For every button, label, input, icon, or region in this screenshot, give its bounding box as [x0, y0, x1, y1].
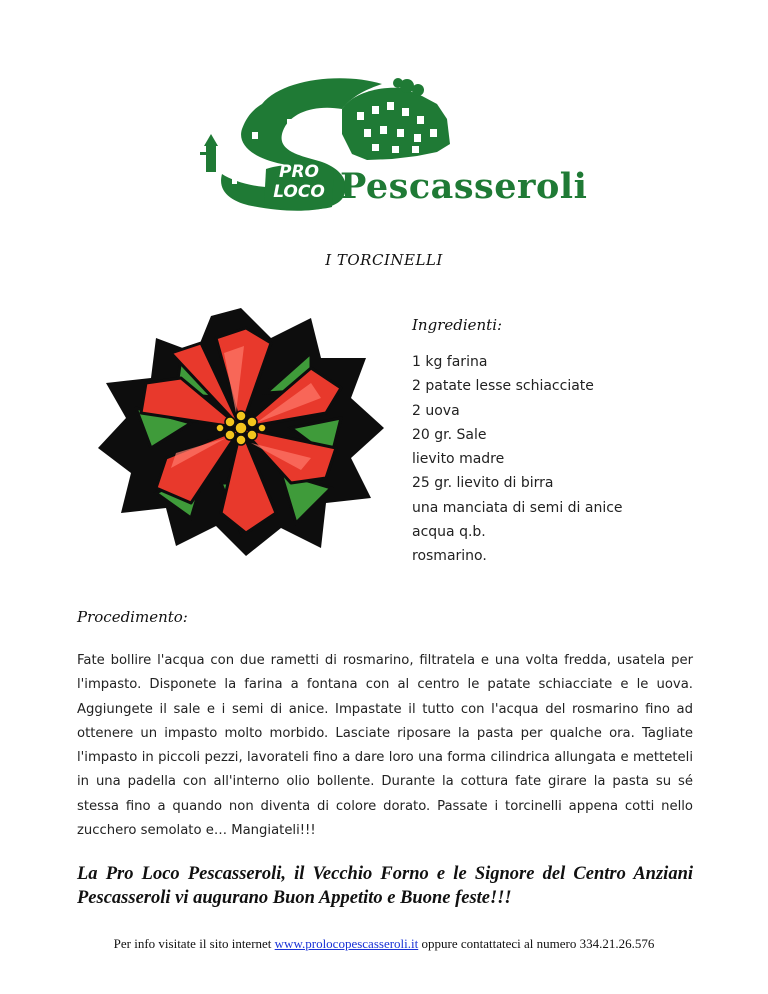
closing-message: La Pro Loco Pescasseroli, il Vecchio Forno e le Signore del Centro Anziani Pescasseroli vi augurano Buon Appetito e Buone feste!!! [77, 864, 693, 908]
list-item: 2 uova [412, 402, 460, 419]
list-item: 25 gr. lievito di birra [412, 475, 554, 492]
list-item: una manciata di semi di anice [412, 499, 623, 516]
footer-text-after: oppure contattateci al numero 334.21.26.576 [418, 936, 655, 951]
badge-bottom-text: LOCO [273, 182, 325, 202]
ingredients-heading: Ingredienti: [412, 316, 503, 334]
ingredients-list [412, 350, 623, 569]
footer [0, 936, 768, 952]
poinsettia-icon [96, 298, 386, 558]
recipe-title: I TORCINELLI [325, 251, 443, 269]
pro-loco-badge-text [262, 162, 336, 202]
logo-wordmark: Pescasseroli [340, 166, 588, 207]
footer-text-before: Per info visitate il sito internet [113, 936, 275, 951]
procedure-text: Fate bollire l'acqua con due rametti di rosmarino, filtratela e una volta fredda, usatela per l'impasto. Disponete la farina a fontana con al centro le patate schiacciate e le uova. Aggiungete il sale e i semi di anice. Impastate il tutto con l'acqua del rosmarino fino ad ottenere un impasto molto morbido. Lasciate riposare la pasta per qualche ora. Tagliate l'impasto in piccoli pezzi, lavorateli fino a dare loro una forma cilindrica allungata e metteteli in una padella con all'interno olio bollente. Durante la cottura fate girare la pasta su sé stessa fino a quando non diventa di colore dorato. Passate i torcinelli appena cotti nello zucchero semolato e… Mangiateli!!! [77, 653, 693, 839]
list-item: 2 patate lesse schiacciate [412, 378, 594, 395]
list-item: acqua q.b. [412, 524, 486, 541]
list-item: rosmarino. [412, 548, 487, 565]
website-link[interactable]: www.prolocopescasseroli.it [274, 936, 419, 951]
list-item: lievito madre [412, 451, 505, 468]
list-item: 20 gr. Sale [412, 426, 487, 443]
list-item: 1 kg farina [412, 354, 488, 370]
badge-top-text: PRO [278, 162, 319, 182]
procedure-heading: Procedimento: [77, 608, 188, 626]
